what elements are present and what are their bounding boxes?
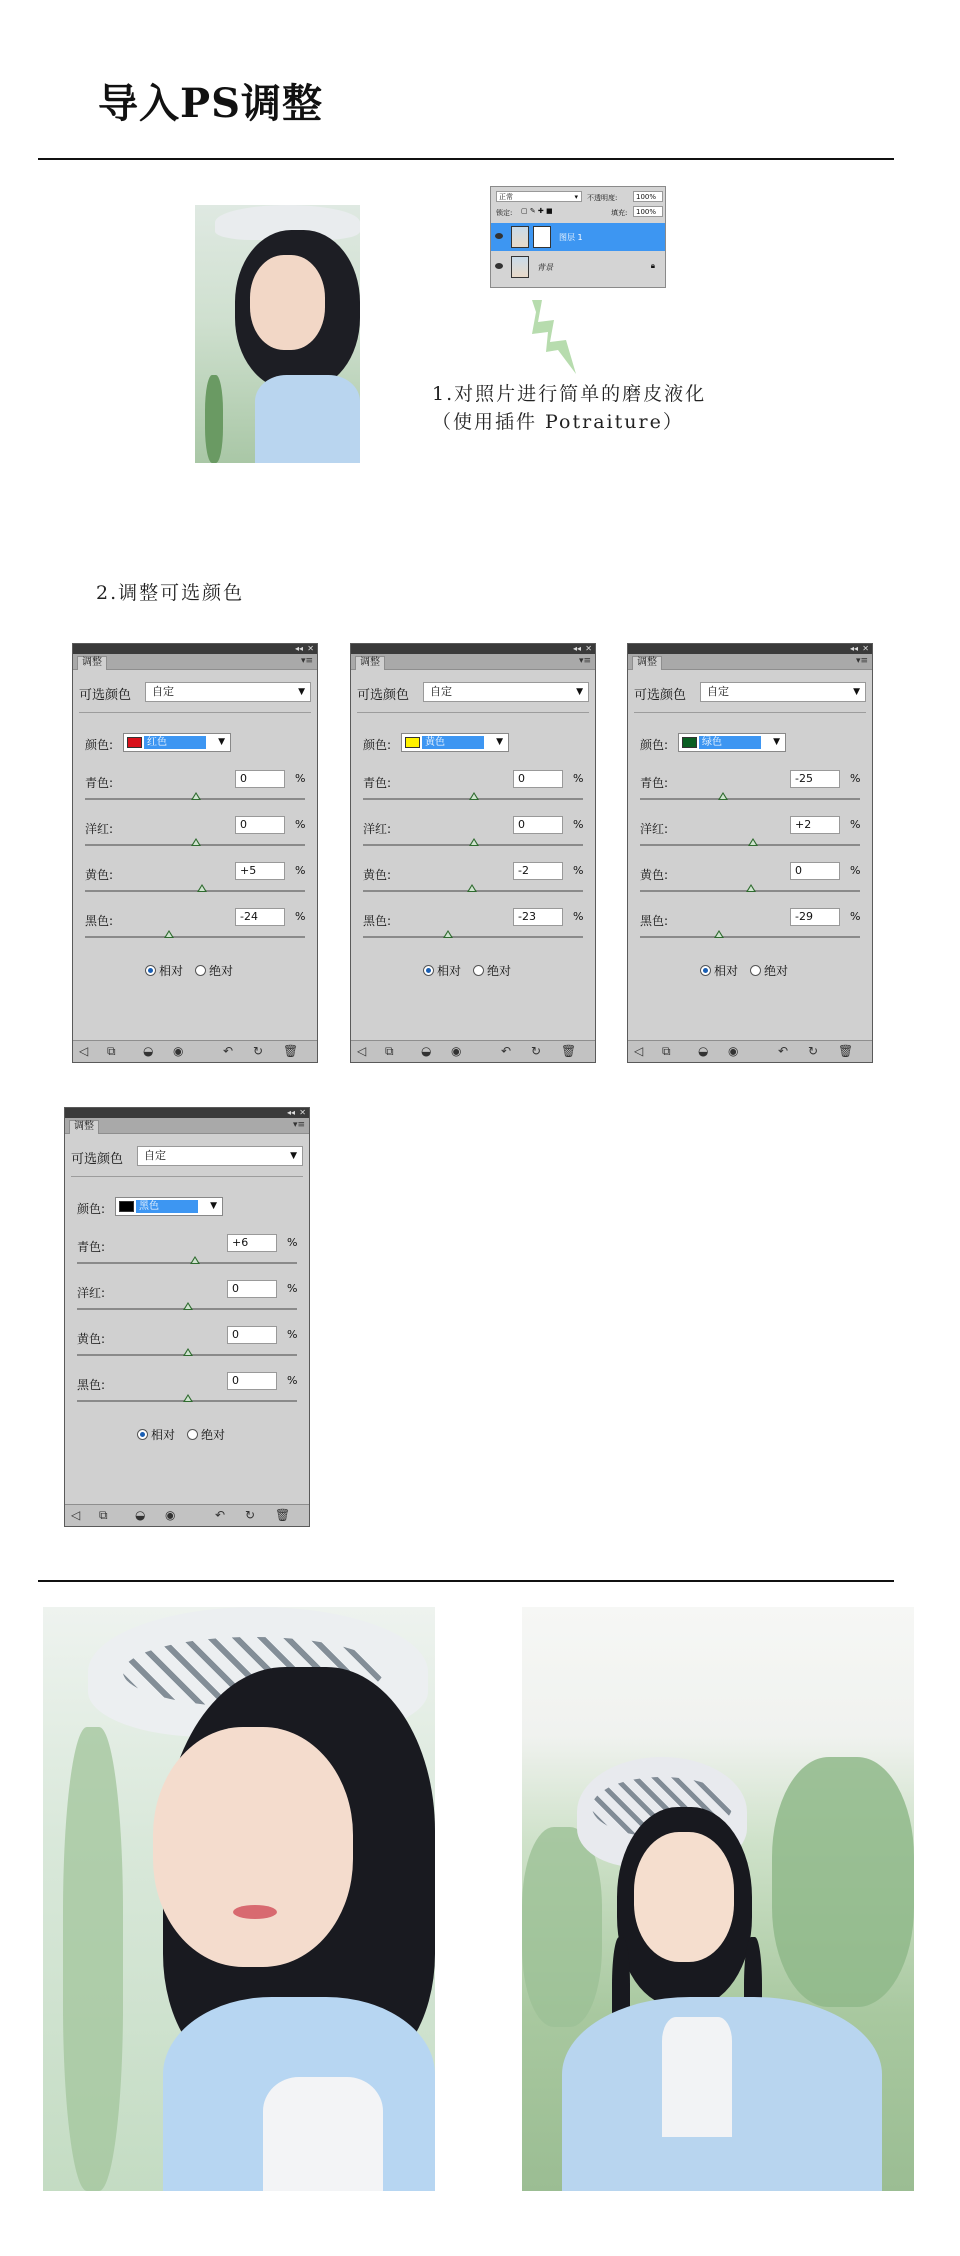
slider-label: 洋红: [640,822,669,836]
preset-label: 可选颜色 [79,688,132,703]
preset-value: 自定 [707,685,729,698]
dropdown-arrow-icon: ▼ [496,737,503,747]
selective-color-panel-black [64,1107,310,1527]
slider-row [628,906,872,952]
radio-relative-label: 相对 [151,1428,176,1442]
slider-row [351,860,595,906]
dropdown-arrow-icon: ▼ [576,687,583,697]
slider-row [351,814,595,860]
selective-color-panel-green [627,643,873,1063]
slider-handle[interactable] [164,930,174,938]
layer-name: 背景 [537,263,553,272]
slider-handle[interactable] [469,792,479,800]
color-select[interactable] [115,1197,223,1216]
radio-absolute[interactable] [195,965,206,976]
slider-handle[interactable] [748,838,758,846]
slider-handle[interactable] [183,1302,193,1310]
slider-row [351,768,595,814]
slider-value-input[interactable]: +2 [790,816,840,834]
slider-label: 黄色: [640,868,669,882]
back-icon[interactable]: ◁ [79,1044,89,1058]
color-select[interactable] [123,733,231,752]
step1-line2: （使用插件 Potraiture） [432,411,684,433]
lock-icon[interactable]: ▢ ✎ ✚ ■ [521,207,553,215]
preset-select[interactable] [423,682,589,702]
dropdown-arrow-icon: ▼ [210,1201,217,1211]
expand-view-icon[interactable]: ⧉ [662,1044,671,1058]
slider-value-input[interactable]: +6 [227,1234,277,1252]
panel-divider [71,1176,303,1177]
slider-label: 黄色: [363,868,392,882]
panel-menu-icon[interactable]: ▾≡ [578,656,591,666]
bottom-rule [38,1580,894,1582]
after-photo [522,1607,914,2191]
color-swatch [405,737,420,748]
trash-icon[interactable]: 🗑︎ [283,1044,299,1058]
color-label: 颜色: [85,738,114,752]
panel-bottom-bar [351,1040,595,1062]
method-radios [700,962,800,979]
slider-value-input[interactable]: 0 [513,770,563,788]
before-photo [43,1607,435,2191]
color-swatch [127,737,142,748]
close-icon[interactable]: ✕ [862,644,869,653]
dropdown-arrow-icon: ▼ [290,1151,297,1161]
slider-value-input[interactable]: 0 [227,1372,277,1390]
radio-absolute[interactable] [187,1429,198,1440]
panel-tab-row [73,654,317,670]
slider-value-input[interactable]: +5 [235,862,285,880]
color-label: 颜色: [363,738,392,752]
slider-label: 黄色: [85,868,114,882]
panel-titlebar [73,644,317,654]
color-name: 红色 [144,736,206,749]
dropdown-arrow-icon: ▼ [218,737,225,747]
slider-label: 黑色: [85,914,114,928]
radio-relative-label: 相对 [159,964,184,978]
panel-bottom-bar [65,1504,309,1526]
slider-handle[interactable] [197,884,207,892]
page-title: 导入PS调整 [98,80,323,127]
slider-value-input[interactable]: 0 [790,862,840,880]
percent-label: % [850,910,861,923]
percent-label: % [850,864,861,877]
slider-label: 青色: [363,776,392,790]
slider-value-input[interactable]: 0 [235,770,285,788]
percent-label: % [287,1282,298,1295]
radio-absolute[interactable] [473,965,484,976]
radio-absolute-label: 绝对 [487,964,512,978]
slider-value-input[interactable]: -25 [790,770,840,788]
dropdown-arrow-icon: ▼ [853,687,860,697]
selective-color-panel-yellow [350,643,596,1063]
layer-thumbnail [511,256,529,278]
expand-view-icon[interactable]: ⧉ [107,1044,116,1058]
slider-label: 洋红: [85,822,114,836]
slider-label: 黑色: [640,914,669,928]
color-name: 黄色 [422,736,484,749]
layer-row-background[interactable] [491,253,665,281]
tab-adjustments[interactable]: 调整 [69,1120,99,1134]
eye-icon[interactable] [495,233,503,239]
panel-divider [79,712,311,713]
slider-handle[interactable] [746,884,756,892]
opacity-input[interactable]: 100% [633,191,663,202]
previous-state-icon[interactable]: ↶ [215,1508,226,1522]
tab-adjustments[interactable]: 调整 [77,656,107,670]
slider-row [73,768,317,814]
visibility-icon[interactable]: ◉ [451,1044,462,1058]
slider-track[interactable] [85,936,305,938]
percent-label: % [287,1374,298,1387]
method-radios [137,1426,237,1443]
blend-mode-select[interactable]: 正常 ▾ [496,191,582,202]
slider-label: 黄色: [77,1332,106,1346]
slider-label: 黑色: [363,914,392,928]
slider-row [628,814,872,860]
color-label: 颜色: [77,1202,106,1216]
panel-titlebar [628,644,872,654]
radio-relative[interactable] [145,965,156,976]
slider-track[interactable] [85,890,305,892]
radio-relative[interactable] [137,1429,148,1440]
percent-label: % [573,910,584,923]
color-swatch [119,1201,134,1212]
fill-input[interactable]: 100% [633,206,663,217]
dropdown-arrow-icon: ▾ [574,193,578,201]
previous-state-icon[interactable]: ↶ [501,1044,512,1058]
expand-view-icon[interactable]: ⧉ [385,1044,394,1058]
color-name: 绿色 [699,736,761,749]
eye-icon[interactable] [495,263,503,269]
slider-handle[interactable] [718,792,728,800]
panel-menu-icon[interactable]: ▾≡ [300,656,313,666]
back-icon[interactable]: ◁ [634,1044,644,1058]
trash-icon[interactable]: 🗑︎ [561,1044,577,1058]
radio-relative-label: 相对 [714,964,739,978]
slider-row [73,860,317,906]
preset-value: 自定 [430,685,452,698]
panel-divider [634,712,866,713]
selective-color-panel-red [72,643,318,1063]
top-rule [38,158,894,160]
slider-value-input[interactable]: 0 [235,816,285,834]
percent-label: % [295,864,306,877]
slider-handle[interactable] [191,838,201,846]
opacity-label: 不透明度: [587,194,618,202]
radio-absolute-label: 绝对 [201,1428,226,1442]
visibility-icon[interactable]: ◉ [165,1508,176,1522]
slider-value-input[interactable]: -2 [513,862,563,880]
trash-icon[interactable]: 🗑︎ [838,1044,854,1058]
radio-relative-label: 相对 [437,964,462,978]
slider-value-input[interactable]: 0 [227,1280,277,1298]
collapse-icon[interactable]: ◂◂ [849,644,858,653]
tab-adjustments[interactable]: 调整 [355,656,385,670]
lock-label: 锁定: [496,209,513,217]
visibility-icon[interactable]: ◉ [173,1044,184,1058]
clip-layer-icon[interactable]: ◒ [135,1508,146,1522]
slider-label: 青色: [85,776,114,790]
dropdown-arrow-icon: ▼ [298,687,305,697]
slider-value-input[interactable]: 0 [513,816,563,834]
step1-note [432,380,706,436]
reset-icon[interactable]: ↻ [245,1508,256,1522]
preset-select[interactable] [137,1146,303,1166]
slider-row [628,768,872,814]
panel-bottom-bar [628,1040,872,1062]
slider-track[interactable] [640,936,860,938]
layer-mask-thumbnail [533,226,551,248]
slider-handle[interactable] [183,1348,193,1356]
close-icon[interactable]: ✕ [307,644,314,653]
reset-icon[interactable]: ↻ [808,1044,819,1058]
method-radios [423,962,523,979]
panel-titlebar [351,644,595,654]
back-icon[interactable]: ◁ [357,1044,367,1058]
panel-menu-icon[interactable]: ▾≡ [292,1120,305,1130]
percent-label: % [295,910,306,923]
slider-label: 洋红: [363,822,392,836]
dropdown-arrow-icon: ▼ [773,737,780,747]
panel-tab-row [351,654,595,670]
reset-icon[interactable]: ↻ [253,1044,264,1058]
percent-label: % [573,818,584,831]
slider-row [65,1232,309,1278]
slider-row [351,906,595,952]
slider-label: 青色: [77,1240,106,1254]
percent-label: % [295,772,306,785]
slider-value-input[interactable]: 0 [227,1326,277,1344]
close-icon[interactable]: ✕ [299,1108,306,1117]
slider-handle[interactable] [467,884,477,892]
slider-value-input[interactable]: -24 [235,908,285,926]
source-photo [195,205,360,463]
radio-relative[interactable] [700,965,711,976]
layer-name: 图层 1 [559,233,583,242]
previous-state-icon[interactable]: ↶ [223,1044,234,1058]
fill-label: 填充: [611,209,628,217]
lock-icon: 🔒︎ [650,261,655,270]
slider-handle[interactable] [190,1256,200,1264]
preset-value: 自定 [144,1149,166,1162]
slider-row [628,860,872,906]
slider-label: 青色: [640,776,669,790]
slider-row [65,1324,309,1370]
clip-layer-icon[interactable]: ◒ [698,1044,709,1058]
preset-select[interactable] [700,682,866,702]
panel-bottom-bar [73,1040,317,1062]
slider-label: 黑色: [77,1378,106,1392]
preset-value: 自定 [152,685,174,698]
clip-layer-icon[interactable]: ◒ [421,1044,432,1058]
color-name: 黑色 [136,1200,198,1213]
panel-divider [357,712,589,713]
slider-handle[interactable] [469,838,479,846]
panel-titlebar [65,1108,309,1118]
slider-row [65,1370,309,1416]
slider-track[interactable] [640,798,860,800]
slider-row [65,1278,309,1324]
back-icon[interactable]: ◁ [71,1508,81,1522]
trash-icon[interactable]: 🗑︎ [275,1508,291,1522]
preset-label: 可选颜色 [71,1152,124,1167]
expand-view-icon[interactable]: ⧉ [99,1508,108,1522]
method-radios [145,962,245,979]
panel-tab-row [65,1118,309,1134]
slider-handle[interactable] [443,930,453,938]
collapse-icon[interactable]: ◂◂ [294,644,303,653]
step1-line1: 1.对照片进行简单的磨皮液化 [432,383,707,405]
preset-label: 可选颜色 [634,688,687,703]
color-select[interactable] [401,733,509,752]
panel-menu-icon[interactable]: ▾≡ [855,656,868,666]
color-swatch [682,737,697,748]
percent-label: % [287,1328,298,1341]
radio-absolute[interactable] [750,965,761,976]
preset-label: 可选颜色 [357,688,410,703]
lightning-arrow-icon [520,298,580,378]
slider-row [73,906,317,952]
step2-heading: 2.调整可选颜色 [96,582,245,604]
preset-select[interactable] [145,682,311,702]
layer-row-layer1[interactable] [491,223,665,251]
color-select[interactable] [678,733,786,752]
slider-handle[interactable] [714,930,724,938]
close-icon[interactable]: ✕ [585,644,592,653]
slider-handle[interactable] [191,792,201,800]
reset-icon[interactable]: ↻ [531,1044,542,1058]
layers-panel [490,186,666,288]
radio-absolute-label: 绝对 [764,964,789,978]
percent-label: % [295,818,306,831]
layer-thumbnail [511,226,529,248]
slider-track[interactable] [363,936,583,938]
slider-track[interactable] [77,1262,297,1264]
visibility-icon[interactable]: ◉ [728,1044,739,1058]
clip-layer-icon[interactable]: ◒ [143,1044,154,1058]
color-label: 颜色: [640,738,669,752]
percent-label: % [573,864,584,877]
radio-absolute-label: 绝对 [209,964,234,978]
previous-state-icon[interactable]: ↶ [778,1044,789,1058]
percent-label: % [573,772,584,785]
collapse-icon[interactable]: ◂◂ [286,1108,295,1117]
percent-label: % [850,772,861,785]
percent-label: % [850,818,861,831]
slider-row [73,814,317,860]
panel-tab-row [628,654,872,670]
slider-value-input[interactable]: -29 [790,908,840,926]
slider-value-input[interactable]: -23 [513,908,563,926]
slider-handle[interactable] [183,1394,193,1402]
tab-adjustments[interactable]: 调整 [632,656,662,670]
percent-label: % [287,1236,298,1249]
collapse-icon[interactable]: ◂◂ [572,644,581,653]
radio-relative[interactable] [423,965,434,976]
slider-label: 洋红: [77,1286,106,1300]
